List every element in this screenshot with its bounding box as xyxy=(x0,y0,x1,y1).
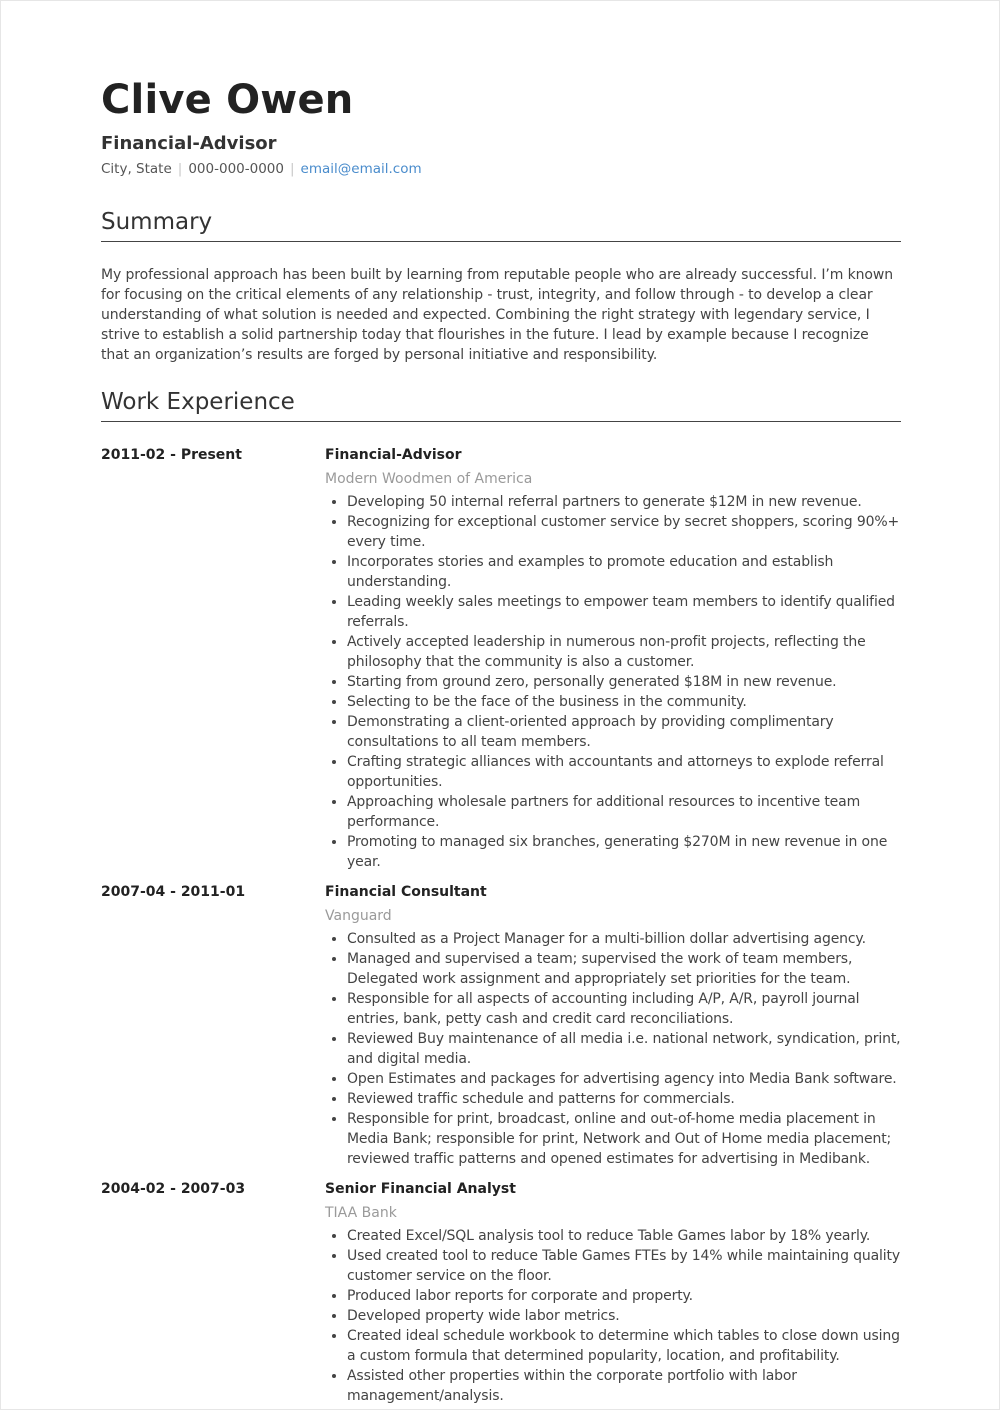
job-bullet-list xyxy=(325,492,901,872)
job-bullet: • Reviewed Buy maintenance of all media i.e. national network, syndication, print, and digital media. xyxy=(347,1029,901,1069)
job-details xyxy=(325,1178,901,1406)
job-company: Modern Woodmen of America xyxy=(325,471,533,487)
job-bullet: • Recognizing for exceptional customer service by secret shoppers, scoring 90%+ every time. xyxy=(347,512,901,552)
job-bullet: • Responsible for all aspects of accounting including A/P, A/R, payroll journal entries, bank, petty cash and credit card reconciliations. xyxy=(347,989,901,1029)
job-bullet: • Managed and supervised a team; supervised the work of team members, Delegated work assignment and appropriately set priorities for the team. xyxy=(347,949,901,989)
job-details xyxy=(325,881,901,1169)
contact-separator: | xyxy=(289,161,295,177)
contact-location: City, State xyxy=(101,161,172,177)
job-entry xyxy=(101,444,901,872)
job-bullet: • Used created tool to reduce Table Games FTEs by 14% while maintaining quality customer service on the floor. xyxy=(347,1246,901,1286)
job-bullet-list xyxy=(325,929,901,1169)
job-role: Financial Consultant xyxy=(325,884,487,900)
job-bullet: • Reviewed traffic schedule and patterns for commercials. xyxy=(347,1089,901,1109)
work-experience-list xyxy=(101,444,901,1406)
job-bullet: • Crafting strategic alliances with accountants and attorneys to explode referral opportunities. xyxy=(347,752,901,792)
resume-content xyxy=(101,73,901,1410)
job-bullet: • Produced labor reports for corporate and property. xyxy=(347,1286,901,1306)
job-bullet: • Approaching wholesale partners for additional resources to incentive team performance. xyxy=(347,792,901,832)
job-bullet: • Responsible for print, broadcast, online and out-of-home media placement in Media Bank; responsible for print, Network and Out of Home media placement; reviewed traffic patterns and opened estimates for advertising in Medibank. xyxy=(347,1109,901,1169)
job-bullet: • Developed property wide labor metrics. xyxy=(347,1306,901,1326)
job-bullet-list xyxy=(325,1226,901,1406)
contact-line xyxy=(101,159,901,179)
contact-separator: | xyxy=(177,161,183,177)
candidate-title: Financial-Advisor xyxy=(101,133,277,154)
job-dates: 2004-02 - 2007-03 xyxy=(101,1181,246,1197)
job-details xyxy=(325,444,901,872)
job-bullet: • Open Estimates and packages for advertising agency into Media Bank software. xyxy=(347,1069,901,1089)
summary-heading: Summary xyxy=(101,207,901,242)
job-bullet: • Incorporates stories and examples to promote education and establish understanding. xyxy=(347,552,901,592)
job-entry xyxy=(101,1178,901,1406)
job-bullet: • Promoting to managed six branches, generating $270M in new revenue in one year. xyxy=(347,832,901,872)
candidate-name: Clive Owen xyxy=(101,77,354,123)
job-bullet: • Selecting to be the face of the business in the community. xyxy=(347,692,901,712)
job-bullet: • Assisted other properties within the corporate portfolio with labor management/analysis. xyxy=(347,1366,901,1406)
job-bullet: • Demonstrating a client-oriented approach by providing complimentary consultations to all team members. xyxy=(347,712,901,752)
job-dates: 2007-04 - 2011-01 xyxy=(101,884,246,900)
job-entry xyxy=(101,881,901,1169)
contact-phone: 000-000-0000 xyxy=(188,161,284,177)
job-dates: 2011-02 - Present xyxy=(101,447,242,463)
job-bullet: • Developing 50 internal referral partners to generate $12M in new revenue. xyxy=(347,492,901,512)
job-bullet: • Actively accepted leadership in numerous non-profit projects, reflecting the philosophy that the community is also a customer. xyxy=(347,632,901,672)
job-bullet: • Created ideal schedule workbook to determine which tables to close down using a custom formula that determined popularity, location, and profitability. xyxy=(347,1326,901,1366)
job-company: TIAA Bank xyxy=(325,1205,397,1221)
job-bullet: • Created Excel/SQL analysis tool to reduce Table Games labor by 18% yearly. xyxy=(347,1226,901,1246)
contact-email-link[interactable]: email@email.com xyxy=(300,161,422,177)
job-bullet: • Leading weekly sales meetings to empower team members to identify qualified referrals. xyxy=(347,592,901,632)
work-experience-heading: Work Experience xyxy=(101,387,901,422)
job-company: Vanguard xyxy=(325,908,392,924)
summary-text: My professional approach has been built by learning from reputable people who are already successful. I’m known for focusing on the critical elements of any relationship - trust, integrity, and follow through - to develop a clear understanding of what solution is needed and expected. Combining the right strategy with legendary service, I strive to establish a solid partnership today that flourishes in the future. I lead by example because I recognize that an organization’s results are forged by personal initiative and responsibility. xyxy=(101,267,893,363)
job-bullet: • Starting from ground zero, personally generated $18M in new revenue. xyxy=(347,672,901,692)
job-role: Senior Financial Analyst xyxy=(325,1181,516,1197)
job-role: Financial-Advisor xyxy=(325,447,462,463)
job-bullet: • Consulted as a Project Manager for a multi-billion dollar advertising agency. xyxy=(347,929,901,949)
